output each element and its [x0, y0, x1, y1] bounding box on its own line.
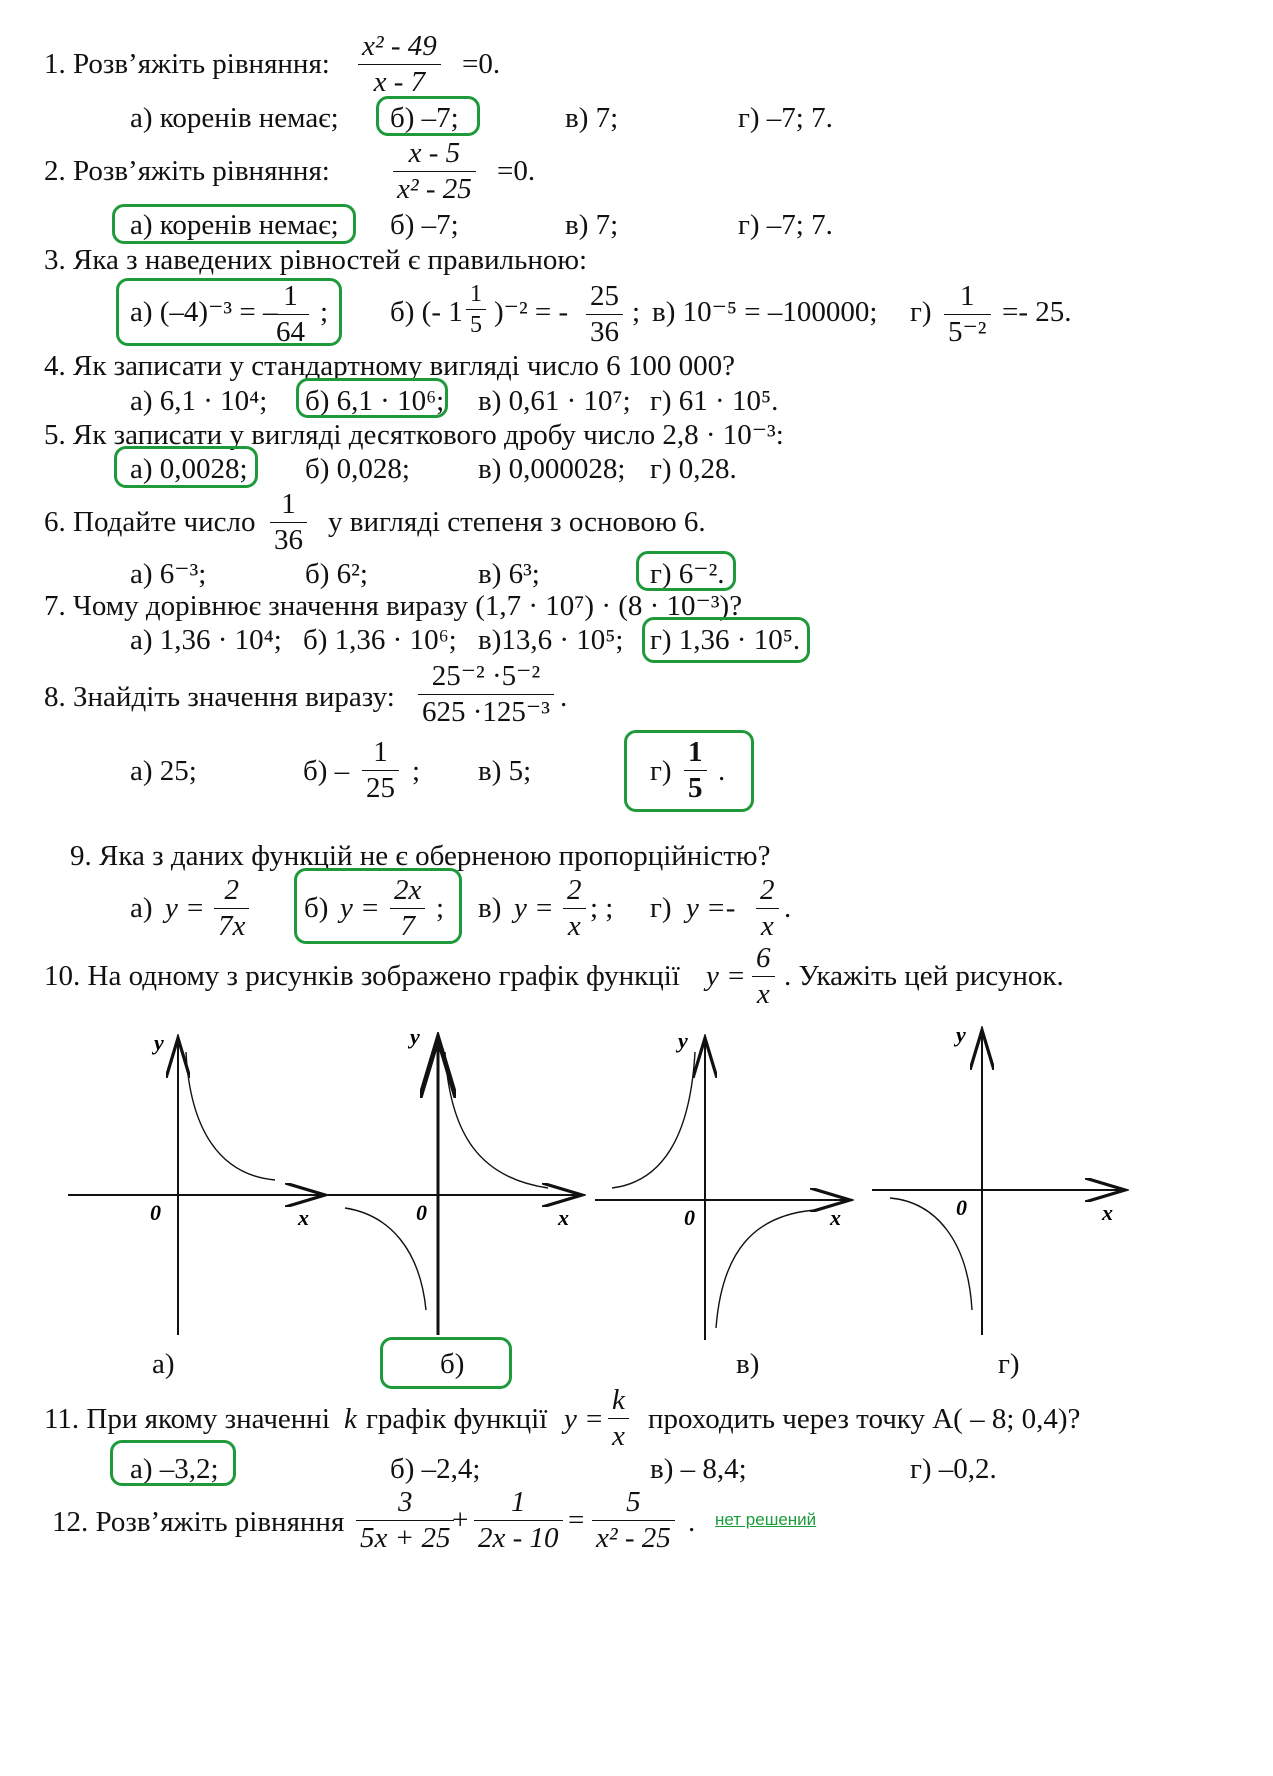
- q11-numerator: k: [612, 1384, 625, 1416]
- q11-text-start: 11. При якому значенні: [44, 1403, 330, 1435]
- graph-a-caption[interactable]: а): [152, 1348, 175, 1380]
- q3-option-a-left[interactable]: а) (–4)⁻³ = –: [130, 296, 278, 328]
- q7-option-b[interactable]: б) 1,36 · 10⁶;: [303, 624, 457, 656]
- q1-option-d[interactable]: г) –7; 7.: [738, 102, 833, 134]
- q5-option-d[interactable]: г) 0,28.: [650, 453, 737, 485]
- q9-option-b-label[interactable]: б): [304, 892, 329, 924]
- q3-option-b-end: ;: [632, 296, 641, 328]
- q9-option-b-y: y =: [340, 892, 380, 924]
- q9-text: 9. Яка з даних функцій не є оберненою пропорційністю?: [70, 840, 771, 872]
- q2-text: 2. Розв’яжіть рівняння:: [44, 155, 330, 187]
- q10-numerator: 6: [756, 942, 771, 974]
- q3-b-denominator: 36: [590, 316, 619, 348]
- q9-b-denominator: 7: [400, 910, 415, 942]
- q7-text: 7. Чому дорівнює значення виразу (1,7 · 10⁷) · (8 · 10⁻³)?: [44, 590, 743, 622]
- q11-option-c[interactable]: в) – 8,4;: [650, 1453, 747, 1485]
- q10-graphs: [0, 1010, 1273, 1390]
- q4-option-d[interactable]: г) 61 · 10⁵.: [650, 385, 779, 417]
- q10-denominator: x: [756, 978, 770, 1010]
- q8-fraction: [418, 662, 554, 727]
- q12-equals: =: [568, 1504, 585, 1536]
- q6-numerator: 1: [281, 488, 296, 520]
- q8-option-b-left[interactable]: б) –: [303, 755, 350, 787]
- graph-d-x-label: x: [1102, 1200, 1113, 1225]
- q9-option-a-label[interactable]: а): [130, 892, 153, 924]
- q1-numerator: x² - 49: [362, 30, 437, 62]
- q3-option-d-left[interactable]: г): [910, 296, 932, 328]
- q12-f3-denominator: x² - 25: [596, 1522, 671, 1554]
- q10-y: y =: [706, 960, 746, 992]
- q2-option-a[interactable]: а) коренів немає;: [130, 209, 339, 241]
- q2-option-c[interactable]: в) 7;: [565, 209, 619, 241]
- q9-c-denominator: x: [567, 910, 581, 942]
- q7-option-a[interactable]: а) 1,36 · 10⁴;: [130, 624, 282, 656]
- q9-option-c-label[interactable]: в): [478, 892, 502, 924]
- q12-f1-denominator: 5x + 25: [360, 1522, 451, 1554]
- q1-equals: =0.: [462, 48, 501, 80]
- q2-option-b[interactable]: б) –7;: [390, 209, 459, 241]
- q6-answer-highlight: [636, 551, 736, 591]
- q1-fraction: [358, 32, 441, 97]
- q1-answer-highlight: [376, 96, 480, 136]
- q11-text-end: проходить через точку A( – 8; 0,4)?: [648, 1403, 1081, 1435]
- q4-answer-highlight: [296, 378, 448, 418]
- q2-equals: =0.: [497, 155, 536, 187]
- graph-b-origin: 0: [416, 1200, 427, 1225]
- q10-text-start: 10. На одному з рисунків зображено графік функції: [44, 960, 680, 992]
- q9-b-numerator: 2x: [394, 874, 422, 906]
- q6-text-start: 6. Подайте число: [44, 506, 256, 538]
- q9-answer-highlight: [294, 868, 462, 944]
- q3-text: 3. Яка з наведених рівностей є правильною:: [44, 244, 588, 276]
- q6-option-d[interactable]: г) 6⁻².: [650, 558, 725, 590]
- q12-fraction-3: [592, 1488, 675, 1553]
- q3-option-b-mixed: [466, 282, 486, 337]
- q3-option-a-end: ;: [320, 296, 329, 328]
- q6-text-end: у вигляді степеня з основою 6.: [328, 506, 706, 538]
- q8-end: .: [560, 681, 568, 713]
- graph-a[interactable]: [68, 1030, 325, 1335]
- q12-text: 12. Розв’яжіть рівняння: [52, 1506, 345, 1538]
- q11-answer-highlight: [110, 1440, 236, 1486]
- q3-a-numerator: 1: [283, 280, 298, 312]
- q6-fraction: [270, 490, 307, 555]
- q6-denominator: 36: [274, 524, 303, 556]
- q7-option-d[interactable]: г) 1,36 · 10⁵.: [650, 624, 801, 656]
- q3-option-d-fraction: [944, 282, 991, 347]
- q8-b-denominator: 25: [366, 772, 395, 804]
- q11-option-b[interactable]: б) –2,4;: [390, 1453, 481, 1485]
- q2-answer-highlight: [112, 204, 356, 244]
- q9-option-a-fraction: [214, 876, 249, 941]
- q9-option-c-y: y =: [514, 892, 554, 924]
- q8-d-denominator: 5: [688, 772, 703, 804]
- q5-answer-highlight: [114, 446, 258, 488]
- q3-answer-highlight: [116, 278, 342, 346]
- q12-f2-denominator: 2x - 10: [478, 1522, 559, 1554]
- graph-c-x-label: x: [830, 1205, 841, 1230]
- q11-option-d[interactable]: г) –0,2.: [910, 1453, 997, 1485]
- q4-option-b[interactable]: б) 6,1 · 10⁶;: [305, 385, 445, 417]
- q10-answer-highlight: [380, 1337, 512, 1389]
- q12-plus: +: [452, 1504, 469, 1536]
- q8-d-numerator: 1: [688, 736, 703, 768]
- q9-option-c-fraction: [563, 876, 586, 941]
- q4-option-c[interactable]: в) 0,61 · 10⁷;: [478, 385, 631, 417]
- q12-fraction-1: [356, 1488, 454, 1553]
- q8-b-numerator: 1: [373, 736, 388, 768]
- q12-answer-link[interactable]: нет решений: [715, 1510, 817, 1529]
- q5-option-b[interactable]: б) 0,028;: [305, 453, 410, 485]
- graph-c-origin: 0: [684, 1205, 695, 1230]
- q9-d-denominator: x: [760, 910, 774, 942]
- q3-b-mixed-denominator: 5: [470, 312, 482, 338]
- q6-option-b[interactable]: б) 6²;: [305, 558, 368, 590]
- q8-option-b-fraction: [362, 738, 399, 803]
- q1-text: 1. Розв’яжіть рівняння:: [44, 48, 330, 80]
- q3-option-b-left[interactable]: б) (- 1: [390, 296, 463, 328]
- graph-c[interactable]: [595, 1028, 850, 1340]
- graph-a-x-label: x: [298, 1205, 309, 1230]
- q3-d-numerator: 1: [960, 280, 975, 312]
- q12-fraction-2: [474, 1488, 563, 1553]
- q6-option-c[interactable]: в) 6³;: [478, 558, 540, 590]
- q10-text-end: . Укажіть цей рисунок.: [784, 960, 1064, 992]
- q1-option-a[interactable]: а) коренів немає;: [130, 102, 339, 134]
- q11-k: k: [344, 1403, 357, 1435]
- q1-denominator: x - 7: [373, 66, 426, 98]
- q9-option-b-end: ;: [436, 892, 445, 924]
- q8-answer-highlight: [624, 730, 754, 812]
- q8-option-d-left[interactable]: г): [650, 755, 672, 787]
- graph-a-origin: 0: [150, 1200, 161, 1225]
- q2-option-d[interactable]: г) –7; 7.: [738, 209, 833, 241]
- q8-option-d-end: .: [718, 755, 726, 787]
- graph-b-x-label: x: [558, 1205, 569, 1230]
- graph-b-caption[interactable]: б): [440, 1348, 465, 1380]
- q8-text: 8. Знайдіть значення виразу:: [44, 681, 395, 713]
- q1-option-c[interactable]: в) 7;: [565, 102, 619, 134]
- q9-option-d-end: .: [784, 892, 792, 924]
- q3-option-b-fraction: [586, 282, 623, 347]
- q8-denominator: 625 ·125⁻³: [422, 696, 550, 728]
- q8-option-a[interactable]: а) 25;: [130, 755, 197, 787]
- graph-d[interactable]: [872, 1022, 1125, 1335]
- graph-b[interactable]: [328, 1024, 582, 1335]
- q3-b-mixed-numerator: 1: [470, 281, 482, 307]
- q3-a-denominator: 64: [276, 316, 305, 348]
- graph-c-y-label: y: [678, 1028, 688, 1053]
- graph-d-y-label: y: [956, 1022, 966, 1047]
- q9-a-numerator: 2: [224, 874, 239, 906]
- graph-d-origin: 0: [956, 1195, 967, 1220]
- q1-option-b[interactable]: б) –7;: [390, 102, 459, 134]
- q9-option-c-end: ; ;: [590, 892, 614, 924]
- q5-text: 5. Як записати у вигляді десяткового дробу число 2,8 · 10⁻³:: [44, 419, 784, 451]
- q3-option-c[interactable]: в) 10⁻⁵ = –100000;: [652, 296, 878, 328]
- q4-option-a[interactable]: а) 6,1 · 10⁴;: [130, 385, 268, 417]
- q12-f1-numerator: 3: [397, 1486, 413, 1518]
- q9-option-a-y: y =: [165, 892, 205, 924]
- q12-f3-numerator: 5: [626, 1486, 641, 1518]
- q9-option-d-label[interactable]: г): [650, 892, 672, 924]
- q9-a-denominator: 7x: [218, 910, 246, 942]
- q9-option-d-y: y =-: [686, 892, 736, 924]
- q2-denominator: x² - 25: [397, 173, 472, 205]
- q7-answer-highlight: [642, 617, 810, 663]
- q11-option-a[interactable]: а) –3,2;: [130, 1453, 219, 1485]
- q5-option-c[interactable]: в) 0,000028;: [478, 453, 626, 485]
- q3-b-numerator: 25: [590, 280, 619, 312]
- q8-numerator: 25⁻² ·5⁻²: [431, 660, 541, 692]
- q3-option-d-end: =- 25.: [1002, 296, 1072, 328]
- q2-fraction: [393, 139, 476, 204]
- q12-f2-numerator: 1: [511, 1486, 526, 1518]
- q7-option-c[interactable]: в)13,6 · 10⁵;: [478, 624, 624, 656]
- q4-text: 4. Як записати у стандартному вигляді число 6 100 000?: [44, 350, 736, 382]
- q6-option-a[interactable]: а) 6⁻³;: [130, 558, 207, 590]
- graph-a-y-label: y: [154, 1030, 164, 1055]
- graph-c-caption[interactable]: в): [736, 1348, 760, 1380]
- graph-b-y-label: y: [410, 1024, 420, 1049]
- graph-d-caption[interactable]: г): [998, 1348, 1020, 1380]
- q9-c-numerator: 2: [567, 874, 582, 906]
- q3-option-b-mid: )⁻² = -: [494, 296, 569, 328]
- q11-y: y =: [564, 1403, 604, 1435]
- q10-fraction: [752, 944, 775, 1009]
- q11-fraction: [608, 1386, 629, 1451]
- q3-d-denominator: 5⁻²: [948, 316, 987, 348]
- q9-d-numerator: 2: [760, 874, 775, 906]
- q5-option-a[interactable]: а) 0,0028;: [130, 453, 248, 485]
- q8-option-c[interactable]: в) 5;: [478, 755, 532, 787]
- q8-option-b-end: ;: [412, 755, 421, 787]
- q9-option-d-fraction: [756, 876, 779, 941]
- q2-numerator: x - 5: [408, 137, 461, 169]
- q11-denominator: x: [612, 1420, 625, 1452]
- q11-text-mid: графік функції: [366, 1403, 548, 1435]
- q12-end: .: [688, 1506, 696, 1538]
